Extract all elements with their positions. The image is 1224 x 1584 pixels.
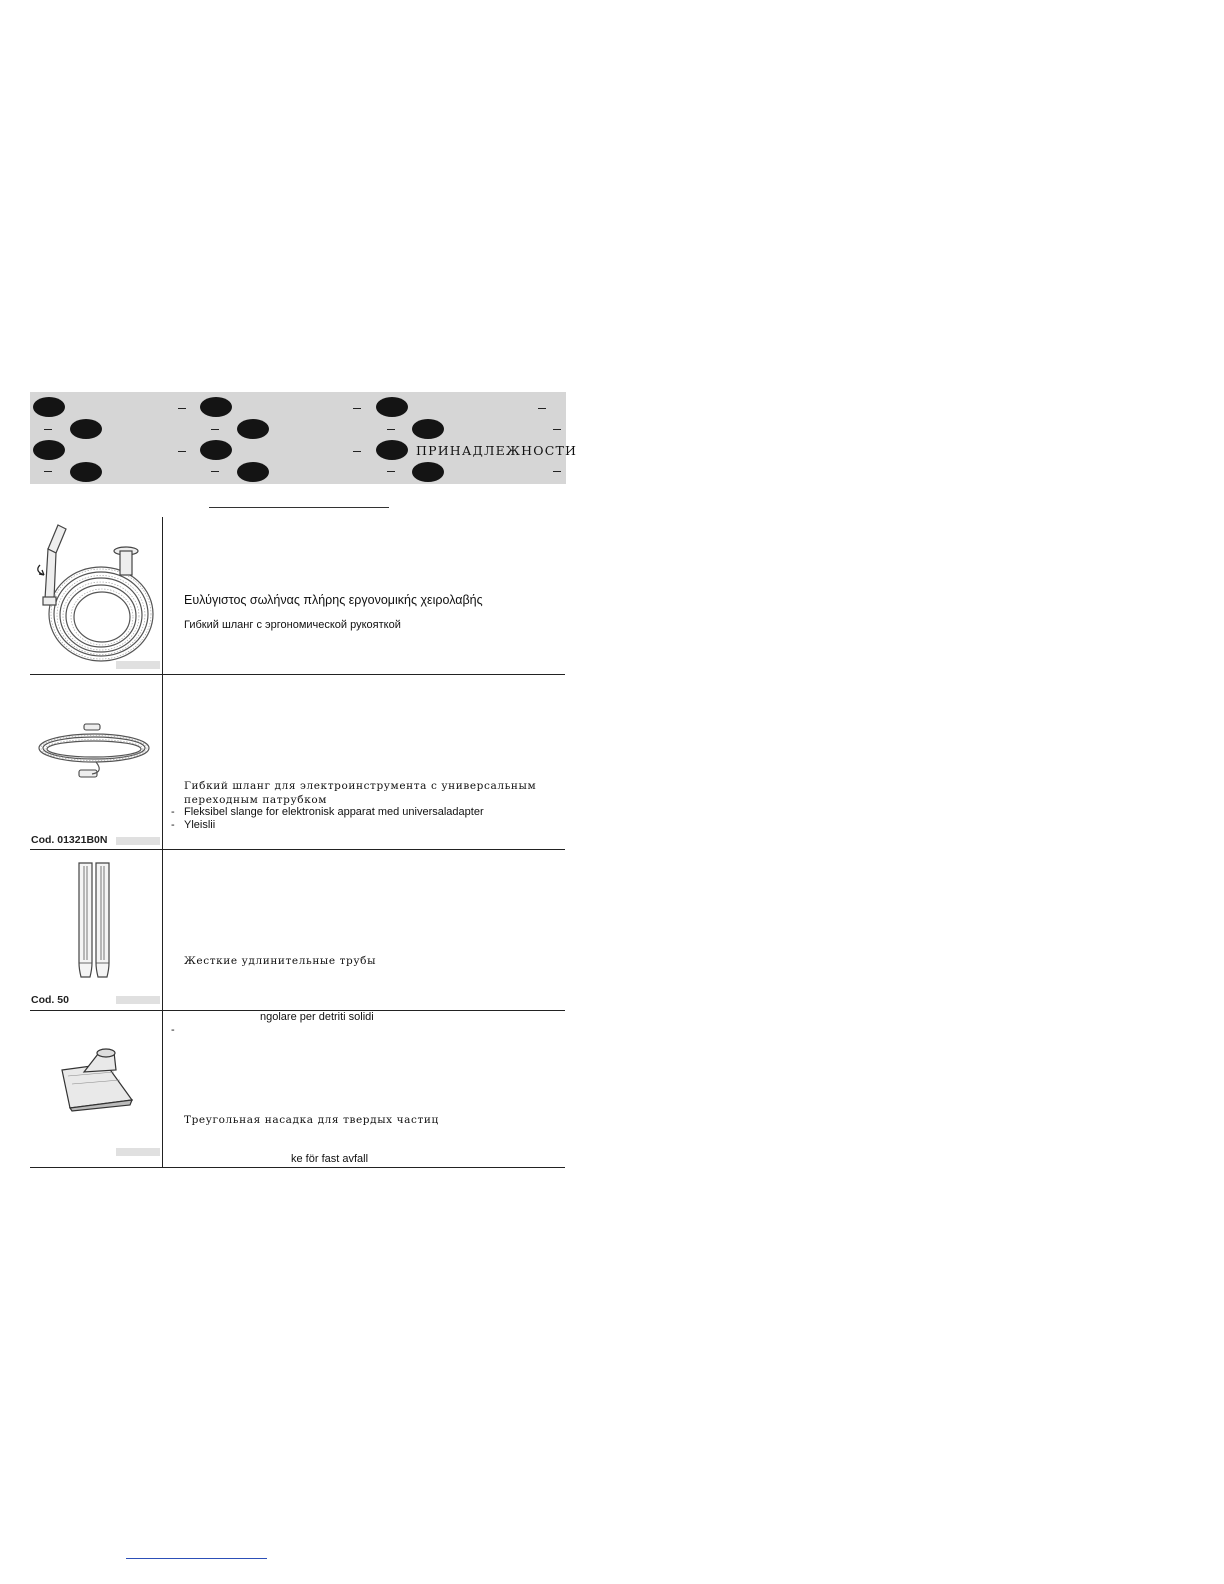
item-description-swedish: ke för fast avfall <box>291 1153 369 1165</box>
column-divider <box>162 517 163 1167</box>
tool-hose-illustration <box>34 718 154 788</box>
footer-link-underline[interactable] <box>126 1558 267 1559</box>
dash <box>538 408 546 409</box>
item-description-russian: Гибкий шланг с эргономической рукояткой <box>184 619 401 631</box>
item-description-russian: Гибкий шланг для электроинструмента с универсальным <box>184 780 537 792</box>
item-description-russian: Жесткие удлинительные трубы <box>184 955 377 967</box>
dash <box>353 451 361 452</box>
dash <box>178 408 186 409</box>
row-divider <box>30 849 565 850</box>
language-band <box>30 392 566 484</box>
code-label-tab <box>116 661 160 669</box>
bullet-dash: - <box>171 1024 175 1036</box>
language-marker <box>412 419 444 439</box>
item-description-italian: ngolare per detriti solidi <box>260 1011 374 1023</box>
language-marker <box>412 462 444 482</box>
dash <box>553 471 561 472</box>
dash <box>211 429 219 430</box>
language-marker <box>200 440 232 460</box>
underline-rule <box>209 507 389 508</box>
dash <box>44 471 52 472</box>
code-label-tab <box>116 837 160 845</box>
bullet-dash: - <box>171 806 175 818</box>
code-label-tab <box>116 996 160 1004</box>
item-description-russian: Треугольная насадка для твердых частиц <box>184 1114 439 1126</box>
dash <box>178 451 186 452</box>
triangular-nozzle-illustration <box>56 1048 136 1112</box>
dash <box>387 429 395 430</box>
dash <box>211 471 219 472</box>
language-marker <box>33 397 65 417</box>
language-marker <box>200 397 232 417</box>
row-divider <box>30 674 565 675</box>
item-code: Cod. 50 <box>31 994 69 1006</box>
language-marker <box>33 440 65 460</box>
language-marker <box>237 419 269 439</box>
language-marker <box>237 462 269 482</box>
item-description-norwegian: Fleksibel slange for elektronisk apparat med universaladapter <box>184 806 484 818</box>
item-description-russian-cont: переходным патрубком <box>184 794 328 806</box>
dash <box>44 429 52 430</box>
item-code: Cod. 01321B0N <box>31 834 108 846</box>
row-divider <box>30 1167 565 1168</box>
language-marker <box>70 419 102 439</box>
bullet-dash: - <box>171 819 175 831</box>
language-marker <box>376 397 408 417</box>
item-description-finnish: Yleislii <box>184 819 216 831</box>
hose-with-handle-illustration <box>34 519 160 669</box>
extension-tubes-illustration <box>74 860 114 982</box>
item-description-greek: Ευλύγιστος σωλήνας πλήρης εργονομικής χειρολαβής <box>184 593 483 607</box>
dash <box>553 429 561 430</box>
code-label-tab <box>116 1148 160 1156</box>
language-marker <box>70 462 102 482</box>
section-title: ПРИНАДЛЕЖНОСТИ <box>416 443 578 458</box>
dash <box>387 471 395 472</box>
language-marker <box>376 440 408 460</box>
dash <box>353 408 361 409</box>
